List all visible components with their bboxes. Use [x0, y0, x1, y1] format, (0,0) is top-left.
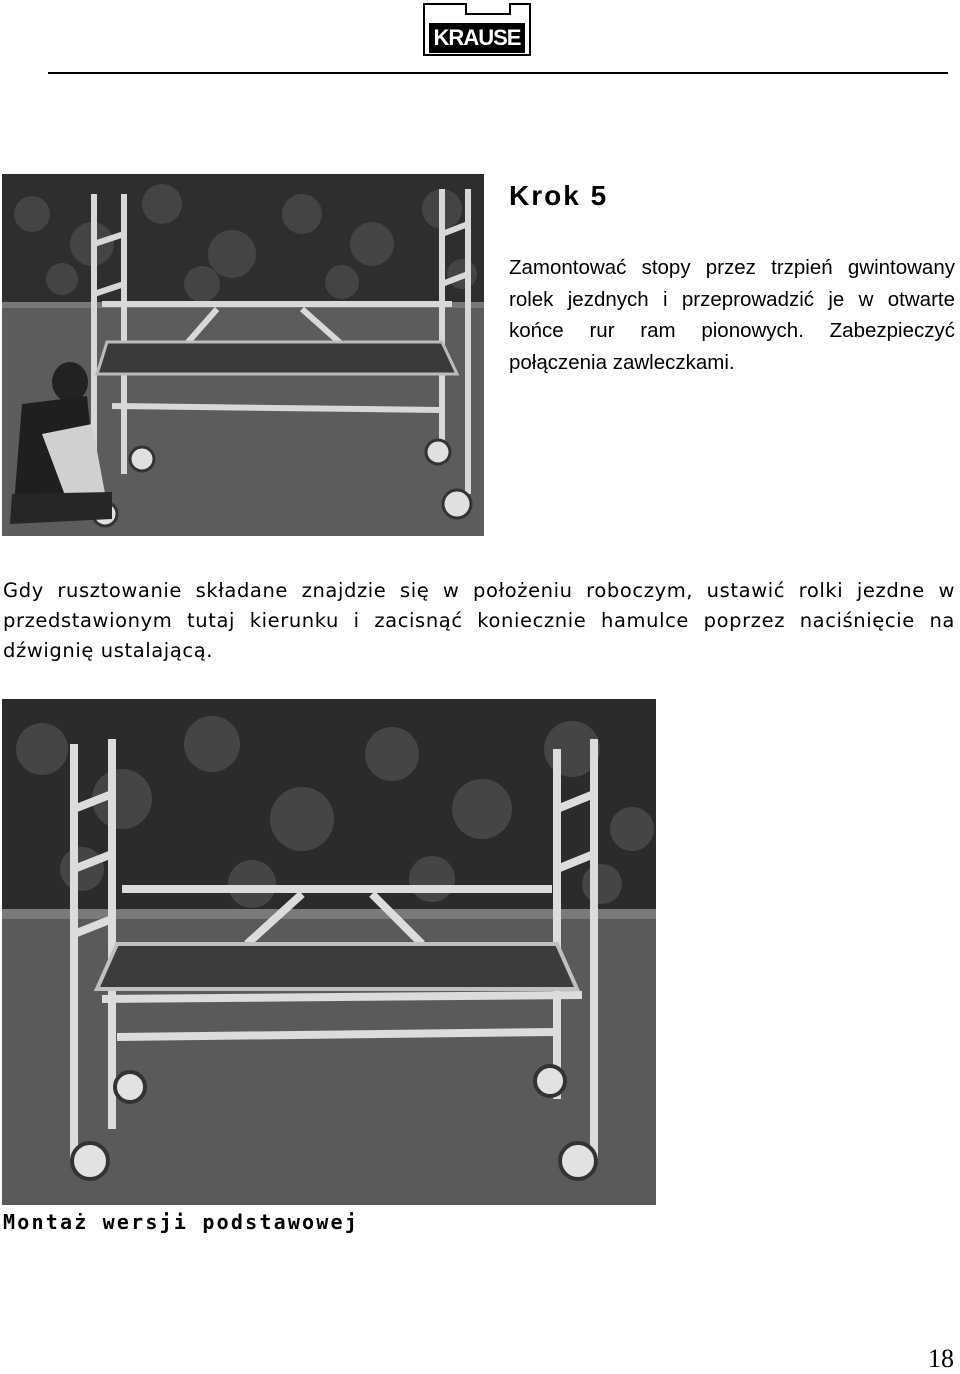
- photo-working-position-image: [2, 699, 656, 1205]
- photo-working-position: [2, 699, 656, 1205]
- header-rule: [48, 72, 948, 74]
- logo-wordmark: KRAUSE: [429, 23, 525, 53]
- body-paragraph: Gdy rusztowanie składane znajdzie się w położeniu roboczym, ustawić rolki jezdne w przedstawionym tutaj kierunku i zacisnąć koniecznie hamulce poprzez naciśnięcie na dźwignię ustalającą.: [3, 579, 955, 662]
- photo-mounting-wheels-image: [2, 174, 484, 536]
- step-title: Krok 5: [509, 180, 609, 211]
- krause-logo: [423, 3, 531, 56]
- logo-notch: [465, 3, 511, 15]
- photo-mounting-wheels: [2, 174, 484, 536]
- page-number: 18: [928, 1344, 954, 1373]
- figure-caption: Montaż wersji podstawowej: [3, 1210, 360, 1234]
- step-instruction: Zamontować stopy przez trzpień gwintowany rolek jezdnych i przeprowadzić je w otwarte końce rur ram pionowych. Zabezpieczyć połączenia zawleczkami.: [509, 256, 955, 374]
